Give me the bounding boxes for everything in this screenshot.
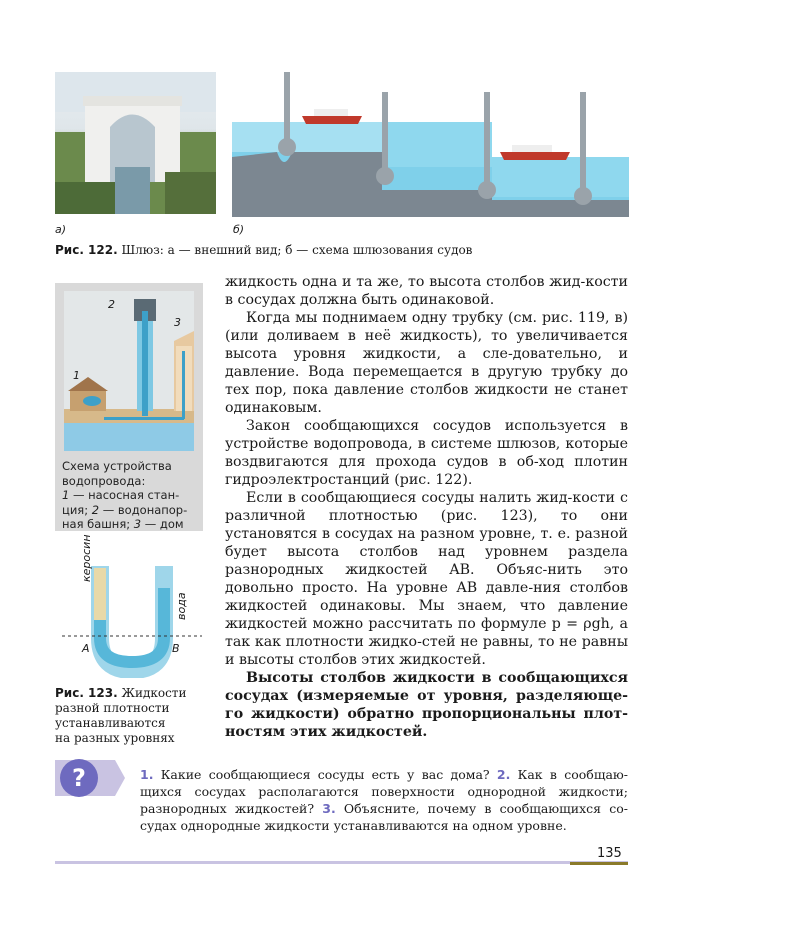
fig122-caption-text: Шлюз: а — внешний вид; б — схема шлюзования судов (117, 243, 473, 257)
paragraph-1: жидкость одна и та же, то высота столбов жид-кости в сосудах должна быть одинаковой. (225, 274, 628, 308)
lock-photo (55, 72, 216, 214)
point-B: B (172, 642, 180, 655)
point-A: A (82, 642, 90, 655)
side-line2: водопровода: (62, 473, 146, 488)
fig122-caption-num: Рис. 122. (55, 243, 118, 257)
water-supply-caption (62, 459, 200, 532)
paragraph-2: Когда мы поднимаем одну трубку (см. рис. 119, в) (или доливаем в неё жидкость), то увеличивается высота уровня жидкости, а сле-довательно, и давление. Вода перемещается в другую трубку до тех пор, пока давление столбов жидкости не станет одинаковым. (225, 310, 628, 416)
paragraph-4: Если в сообщающиеся сосуды налить жид-кости с различной плотностью (рис. 123), то они установятся в сосудах на разном уровне, т. е. разной будет высота столбов над уровнем раздела разнородных жидкостей AB. Объяс-нить это довольно просто. На уровне AB давле-ния столбов жидкостей одинаковы. Мы знаем, что давление жидкостей можно рассчитать по формуле p = ρgh, а так как плотности жидко-стей не равны, то не равны и высоты столбов этих жидкостей. (225, 490, 628, 668)
side-line4: ция; 2 — водонапор- (62, 502, 188, 517)
water-supply-diagram (64, 291, 194, 451)
label-1: 1 (73, 369, 80, 382)
fig122b-label: б) (233, 223, 245, 236)
page-number: 135 (597, 846, 622, 861)
paragraph-3: Закон сообщающихся сосудов используется в устройстве водопровода, в системе шлюзов, которые воздвигаются для прохода судов в об-ход плотин гидроэлектростанций (рис. 122). (225, 418, 628, 488)
footer-rule (55, 861, 628, 864)
lock-scheme (232, 72, 629, 217)
kerosene-label: керосин (80, 534, 93, 582)
svg-text:?: ? (72, 764, 86, 792)
side-line1: Схема устройства (62, 459, 172, 473)
fig123-caption: Рис. 123. Жидкости разной плотности устанавливаются на разных уровнях (55, 686, 187, 745)
side-line3: 1 — насосная стан- (62, 488, 180, 502)
label-3: 3 (174, 316, 181, 329)
page-number-rule (570, 862, 628, 865)
main-text (225, 273, 628, 741)
rule-paragraph: Высоты столбов жидкости в сообщающихся сосудах (измеряемые от уровня, разделяюще-го жидкости) обратно пропорциональны плот-ностям этих жидкостей. (225, 670, 628, 740)
questions: 1. Какие сообщающиеся сосуды есть у вас дома? 2. Как в сообщаю-щихся сосудах располагаются поверхности однородной жидкости; разнородных жидкостей? 3. Объясните, почему в сообщающихся со-судах однородные жидкости устанавливаются на одном уровне. (140, 767, 629, 833)
water-label: вода (175, 592, 188, 620)
label-2: 2 (108, 298, 115, 311)
fig122-caption (55, 243, 635, 258)
fig122a-label: а) (55, 223, 67, 236)
side-line5: ная башня; 3 — дом (62, 517, 184, 531)
question-icon (55, 756, 125, 800)
